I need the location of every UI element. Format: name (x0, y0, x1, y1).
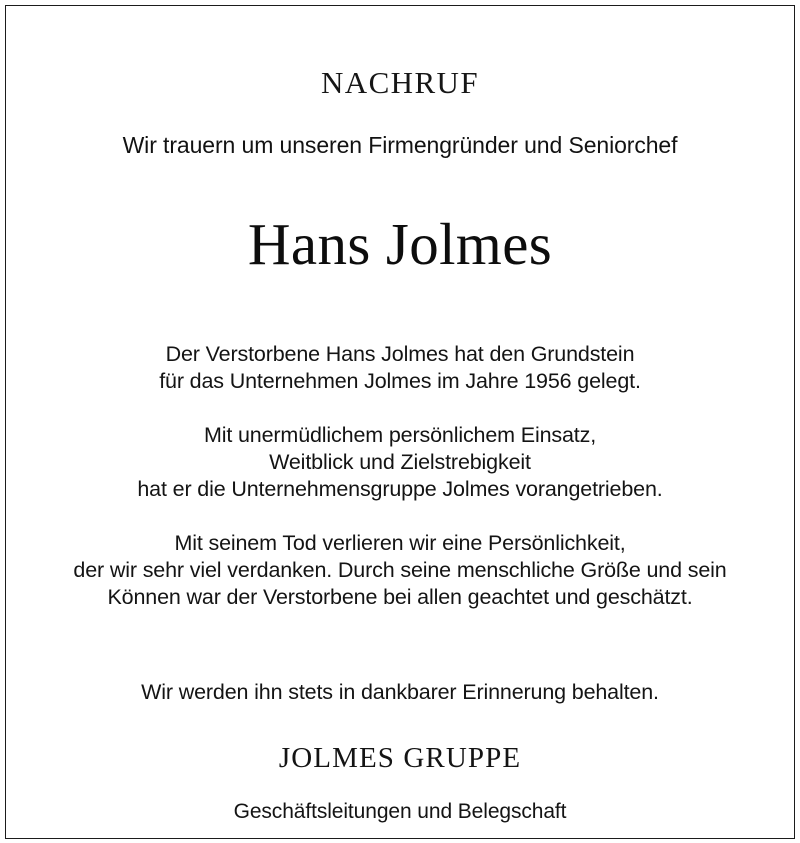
paragraph-line: hat er die Unternehmensgruppe Jolmes vorangetrieben. (137, 477, 663, 501)
body-paragraph (5, 341, 795, 395)
paragraph-line: der wir sehr viel verdanken. Durch seine menschliche Größe und sein (73, 558, 727, 582)
closing-line: Wir werden ihn stets in dankbarer Erinnerung behalten. (141, 680, 659, 704)
company-name: JOLMES GRUPPE (278, 742, 522, 774)
signatory-line: Geschäftsleitungen und Belegschaft (233, 800, 567, 823)
paragraph-line: für das Unternehmen Jolmes im Jahre 1956 gelegt. (159, 369, 641, 393)
paragraph-line: Mit unermüdlichem persönlichem Einsatz, (203, 423, 597, 447)
deceased-name: Hans Jolmes (247, 211, 553, 277)
paragraph-line: Der Verstorbene Hans Jolmes hat den Grundstein (165, 342, 635, 366)
notice-content (5, 5, 795, 822)
body-paragraph (5, 422, 795, 503)
page-title: NACHRUF (321, 65, 479, 100)
notice-body (5, 341, 795, 611)
body-paragraph (5, 530, 795, 611)
paragraph-line: Mit seinem Tod verlieren wir eine Persönlichkeit, (174, 531, 626, 555)
paragraph-line: Können war der Verstorbene bei allen geachtet und geschätzt. (107, 585, 693, 609)
paragraph-line: Weitblick und Zielstrebigkeit (269, 450, 531, 474)
notice-subtitle: Wir trauern um unseren Firmengründer und Seniorchef (122, 132, 678, 158)
